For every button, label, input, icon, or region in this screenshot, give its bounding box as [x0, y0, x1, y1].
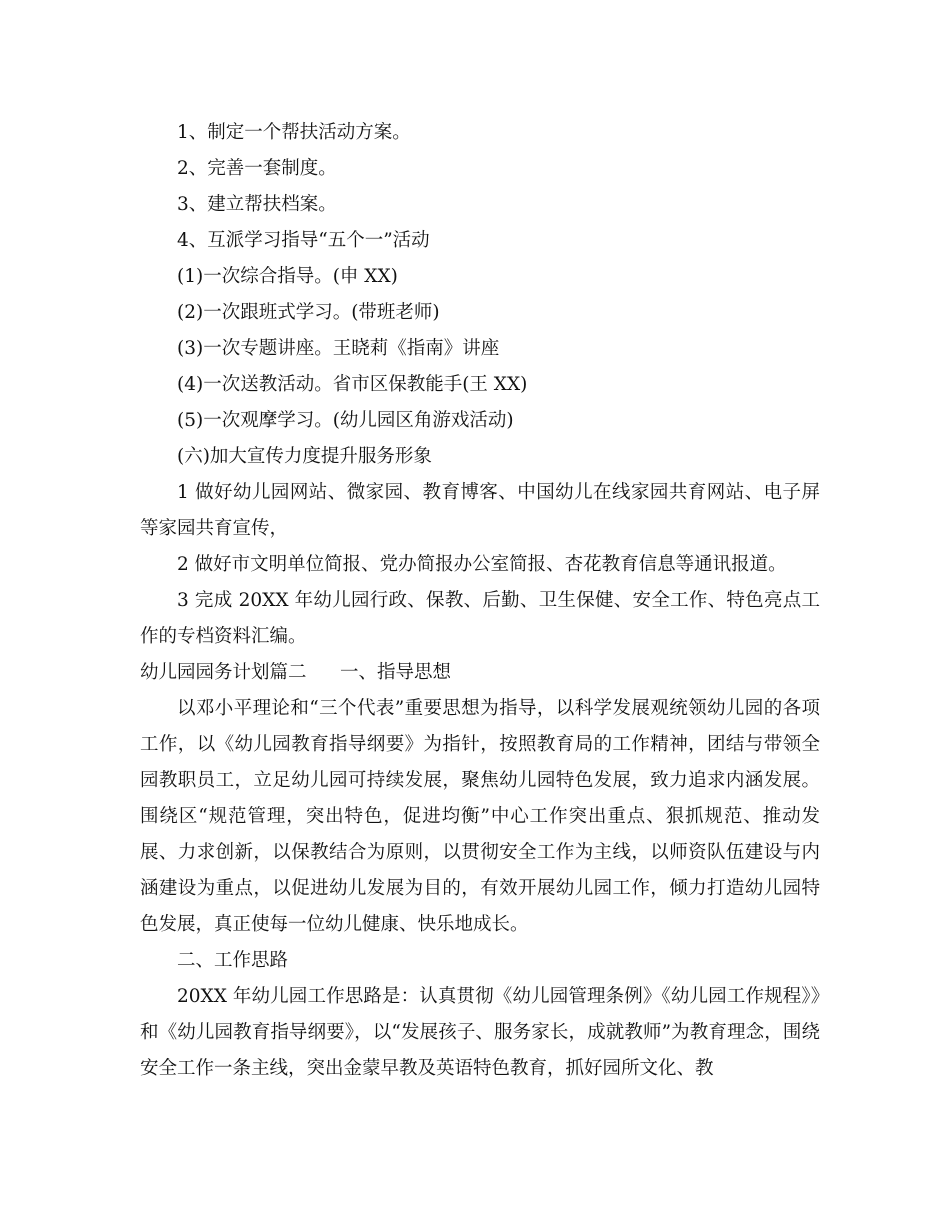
- paragraph-publicity-2: 2 做好市文明单位简报、党办简报办公室简报、杏花教育信息等通讯报道。: [177, 554, 787, 575]
- paragraph-work-thoughts: 20XX 年幼儿园工作思路是：认真贯彻《幼儿园管理条例》《幼儿园工作规程》》和《幼儿园教育指导纲要》，以“发展孩子、服务家长，成就教师”为教育理念，围绕安全工作一条主线，突出金蒙早教及英语特色教育，抓好园所文化、教: [140, 986, 820, 1079]
- part-two-title: 幼儿园园务计划篇二: [140, 662, 307, 683]
- paragraph-publicity-1: 1 做好幼儿园网站、微家园、教育博客、中国幼儿在线家园共育网站、电子屏等家园共育宣传，: [140, 482, 820, 539]
- part-two-heading: [140, 655, 820, 691]
- sub-list-item: (5)一次观摩学习。(幼儿园区角游戏活动): [177, 410, 514, 431]
- list-item: 1、制定一个帮扶活动方案。: [177, 122, 411, 143]
- sub-list-item: (3)一次专题讲座。王晓莉《指南》讲座: [177, 338, 500, 359]
- sub-list-item: (4)一次送教活动。省市区保教能手(王 XX): [177, 374, 528, 395]
- sub-list-item: (2)一次跟班式学习。(带班老师): [177, 302, 440, 323]
- document-body: [140, 115, 820, 1087]
- list-item: 4、互派学习指导“五个一”活动: [177, 230, 430, 251]
- section-heading: (六)加大宣传力度提升服务形象: [177, 446, 432, 467]
- sub-list-item: (1)一次综合指导。(申 XX): [177, 266, 398, 287]
- list-item: 3、建立帮扶档案。: [177, 194, 337, 215]
- paragraph-guiding-thought: 以邓小平理论和“三个代表”重要思想为指导，以科学发展观统领幼儿园的各项工作，以《幼儿园教育指导纲要》为指针，按照教育局的工作精神，团结与带领全园教职员工，立足幼儿园可持续发展，聚焦幼儿园特色发展，致力追求内涵发展。围绕区“规范管理，突出特色，促进均衡”中心工作突出重点、狠抓规范、推动发展、力求创新，以保教结合为原则，以贯彻安全工作为主线，以师资队伍建设与内涵建设为重点，以促进幼儿发展为目的，有效开展幼儿园工作，倾力打造幼儿园特色发展，真正使每一位幼儿健康、快乐地成长。: [140, 698, 820, 935]
- guiding-thought-heading: 一、指导思想: [340, 662, 452, 683]
- paragraph-publicity-3: 3 完成 20XX 年幼儿园行政、保教、后勤、卫生保健、安全工作、特色亮点工作的专档资料汇编。: [140, 590, 820, 647]
- work-thoughts-heading: 二、工作思路: [177, 950, 289, 971]
- list-item: 2、完善一套制度。: [177, 158, 337, 179]
